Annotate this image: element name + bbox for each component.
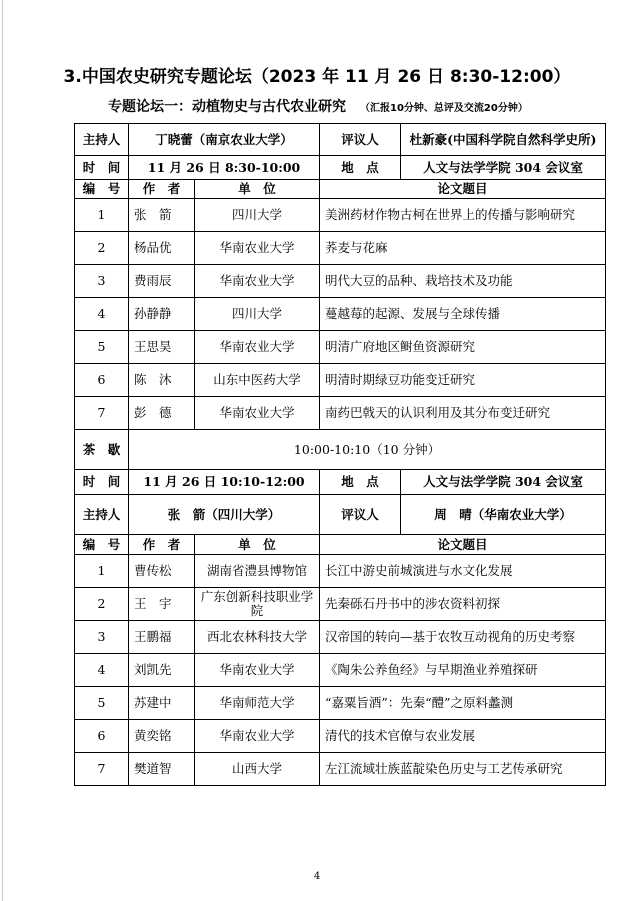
row-author: 曹传松 <box>129 555 195 588</box>
break-label: 茶 歇 <box>75 430 129 470</box>
subtitle-note: （汇报10分钟、总评及交流20分钟） <box>360 103 528 114</box>
row-author: 张 箭 <box>129 199 195 232</box>
row-no: 5 <box>75 331 129 364</box>
session2-time-row <box>75 470 606 495</box>
row-paper: 明代大豆的品种、栽培技术及功能 <box>320 265 606 298</box>
row-no: 7 <box>75 397 129 430</box>
row-paper: 明清时期绿豆功能变迁研究 <box>320 364 606 397</box>
session2-header-row <box>75 535 606 555</box>
row-no: 3 <box>75 265 129 298</box>
row-author: 陈 沐 <box>129 364 195 397</box>
session2-location: 人文与法学学院 304 会议室 <box>401 470 606 495</box>
table-row <box>75 265 606 298</box>
forum-subtitle <box>108 96 528 116</box>
row-no: 3 <box>75 621 129 654</box>
session1-time-row <box>75 156 606 180</box>
col-author-header: 作 者 <box>129 180 195 199</box>
session1-reviewer: 杜新豪(中国科学院自然科学史所) <box>401 124 606 156</box>
session1-host-row <box>75 124 606 156</box>
row-no: 4 <box>75 654 129 687</box>
page-edge <box>2 0 3 901</box>
session1-header-row <box>75 180 606 199</box>
row-unit: 华南师范大学 <box>195 687 320 720</box>
row-paper: 明清广府地区鲥鱼资源研究 <box>320 331 606 364</box>
row-unit: 华南农业大学 <box>195 331 320 364</box>
table-row <box>75 753 606 786</box>
row-unit: 华南农业大学 <box>195 654 320 687</box>
row-unit: 华南农业大学 <box>195 232 320 265</box>
row-no: 1 <box>75 555 129 588</box>
row-paper: 长江中游史前城演进与水文化发展 <box>320 555 606 588</box>
row-paper: 先秦砾石丹书中的涉农资料初探 <box>320 588 606 621</box>
row-unit: 湖南省澧县博物馆 <box>195 555 320 588</box>
row-author: 王思昊 <box>129 331 195 364</box>
row-paper: 美洲药材作物古柯在世界上的传播与影响研究 <box>320 199 606 232</box>
table-row <box>75 720 606 753</box>
row-paper: “嘉粟旨酒”：先秦“醴”之原料蠡测 <box>320 687 606 720</box>
row-unit: 山东中医药大学 <box>195 364 320 397</box>
row-no: 1 <box>75 199 129 232</box>
col-paper-header: 论文题目 <box>320 180 606 199</box>
col-unit-header: 单 位 <box>195 535 320 555</box>
table-row <box>75 555 606 588</box>
table-row <box>75 654 606 687</box>
session2-host: 张 箭（四川大学） <box>129 495 320 535</box>
row-no: 5 <box>75 687 129 720</box>
row-author: 苏建中 <box>129 687 195 720</box>
table-row <box>75 331 606 364</box>
col-author-header: 作 者 <box>129 535 195 555</box>
row-author: 樊道智 <box>129 753 195 786</box>
row-paper: 南药巴戟天的认识利用及其分布变迁研究 <box>320 397 606 430</box>
host-label: 主持人 <box>75 124 129 156</box>
subtitle-text: 专题论坛一：动植物史与古代农业研究 <box>108 99 346 115</box>
row-no: 2 <box>75 232 129 265</box>
page-title: 3.中国农史研究专题论坛（2023 年 11 月 26 日 8:30-12:00） <box>63 67 571 87</box>
row-paper: 清代的技术官僚与农业发展 <box>320 720 606 753</box>
row-no: 7 <box>75 753 129 786</box>
page-number: 4 <box>313 871 321 882</box>
row-author: 王 宇 <box>129 588 195 621</box>
row-unit: 四川大学 <box>195 298 320 331</box>
row-author: 黄奕铭 <box>129 720 195 753</box>
time-label: 时 间 <box>75 470 129 495</box>
reviewer-label: 评议人 <box>320 124 401 156</box>
session1-location: 人文与法学学院 304 会议室 <box>401 156 606 180</box>
location-label: 地 点 <box>320 156 401 180</box>
session2-time: 11 月 26 日 10:10-12:00 <box>129 470 320 495</box>
col-no-header: 编 号 <box>75 535 129 555</box>
col-paper-header: 论文题目 <box>320 535 606 555</box>
row-unit: 华南农业大学 <box>195 265 320 298</box>
row-paper: 《陶朱公养鱼经》与早期渔业养殖探研 <box>320 654 606 687</box>
session1-host: 丁晓蕾（南京农业大学） <box>129 124 320 156</box>
row-author: 费雨辰 <box>129 265 195 298</box>
row-unit: 广东创新科技职业学院 <box>195 588 320 621</box>
row-unit: 四川大学 <box>195 199 320 232</box>
row-no: 6 <box>75 364 129 397</box>
row-paper: 蔓越莓的起源、发展与全球传播 <box>320 298 606 331</box>
table-row <box>75 397 606 430</box>
row-unit: 华南农业大学 <box>195 720 320 753</box>
break-time: 10:00-10:10（10 分钟） <box>129 430 606 470</box>
row-paper: 荞麦与花麻 <box>320 232 606 265</box>
session2-reviewer: 周 晴（华南农业大学） <box>401 495 606 535</box>
row-author: 彭 德 <box>129 397 195 430</box>
row-unit: 西北农林科技大学 <box>195 621 320 654</box>
session2-host-row <box>75 495 606 535</box>
table-row <box>75 621 606 654</box>
row-paper: 汉帝国的转向—基于农牧互动视角的历史考察 <box>320 621 606 654</box>
host-label: 主持人 <box>75 495 129 535</box>
row-unit: 华南农业大学 <box>195 397 320 430</box>
table-row <box>75 588 606 621</box>
col-unit-header: 单 位 <box>195 180 320 199</box>
session1-time: 11 月 26 日 8:30-10:00 <box>129 156 320 180</box>
table-row <box>75 199 606 232</box>
row-author: 孙静静 <box>129 298 195 331</box>
location-label: 地 点 <box>320 470 401 495</box>
col-no-header: 编 号 <box>75 180 129 199</box>
table-row <box>75 364 606 397</box>
row-unit: 山西大学 <box>195 753 320 786</box>
table-row <box>75 298 606 331</box>
row-no: 4 <box>75 298 129 331</box>
table-row <box>75 232 606 265</box>
row-no: 2 <box>75 588 129 621</box>
row-author: 王鹏福 <box>129 621 195 654</box>
break-row <box>75 430 606 470</box>
reviewer-label: 评议人 <box>320 495 401 535</box>
row-author: 杨品优 <box>129 232 195 265</box>
time-label: 时 间 <box>75 156 129 180</box>
table-row <box>75 687 606 720</box>
row-no: 6 <box>75 720 129 753</box>
row-paper: 左江流域壮族蓝靛染色历史与工艺传承研究 <box>320 753 606 786</box>
row-author: 刘凯先 <box>129 654 195 687</box>
schedule-table <box>74 123 606 786</box>
